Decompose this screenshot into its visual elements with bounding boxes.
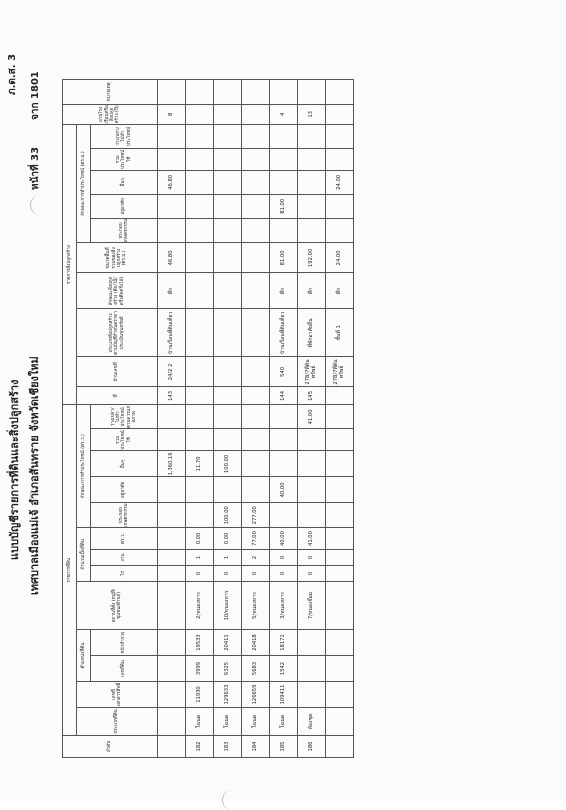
table-row [298,79,326,757]
cell-home: 40.00 [270,477,298,503]
cell-bempty [242,124,270,148]
cell-ngan: 0 [298,550,326,566]
cell-mat [242,273,270,309]
form-subtitle: เทศบาลเมืองแม่เจ้ อำเภอสันทราย จังหวัดเชียงใหม่ [28,356,41,595]
cell-bno: 143 [158,387,186,405]
table-body [158,79,354,757]
col-bld-empty: ว่างเปล่า/ไม่ทำประโยชน์ [91,124,158,148]
cell-bno [242,387,270,405]
cell-doc: 129633 [214,682,242,708]
cell-bno [186,387,214,405]
cell-parcel: 1542 [270,656,298,682]
cell-mat: ตึก [298,273,326,309]
cell-barea: 81.00 [270,243,298,273]
cell-btype: ชั้นที่ 1 [326,309,354,357]
cell-type [158,708,186,736]
table-row [186,79,214,757]
cell-house [186,357,214,387]
cell-farm [158,503,186,528]
form-code: ภ.ด.ส. 3 [7,53,18,95]
cell-other [270,451,298,477]
col-doc-no: เลขที่เอกสารสิทธิ์ [77,682,158,708]
cell-type [326,708,354,736]
cell-type: โฉนด [214,708,242,736]
cell-loc: 5/หนองหาร [242,582,270,630]
col-home: อยู่อาศัย [91,477,158,503]
cell-loc: 7/หนองจ๊อม [298,582,326,630]
cell-ngan [158,550,186,566]
cell-farm [186,503,214,528]
cell-barea: 24.00 [326,243,354,273]
cell-survey: 19533 [186,630,214,656]
cell-bhome [214,194,242,218]
cell-farm [270,503,298,528]
col-land-type: ประเภทที่ดิน [77,708,158,736]
cell-bother [242,170,270,194]
col-bld-type: ประเภทสิ่งปลูกสร้างตามบัญชีกำหนดราคาประเมินทุนทรัพย์ [77,309,158,357]
col-house-no: บ้านเลขที่ [77,357,158,387]
cell-wa: 0.00 [186,528,214,550]
cell-ngan: 0 [270,550,298,566]
col-rai: ไร่ [91,566,158,582]
cell-rai: 0 [242,566,270,582]
cell-farm: 277.00 [242,503,270,528]
col-wa: ตร.ว. [91,528,158,550]
cell-bfarm [158,218,186,243]
cell-other: 11.70 [186,451,214,477]
col-parcel: เลขที่ดิน [91,656,158,682]
table-row [158,79,186,757]
cell-bother [214,170,242,194]
cell-other: 100.00 [214,451,242,477]
cell-mat: ตึก [158,273,186,309]
cell-rai: 0 [298,566,326,582]
cell-mixed [270,429,298,451]
table-row [326,79,354,757]
cell-barea: 46.80 [158,243,186,273]
cell-wa: 77.00 [242,528,270,550]
col-other: อื่นๆ [91,451,158,477]
cell-house: 540 [270,357,298,387]
cell-barea: 192.00 [298,243,326,273]
cell-no: 184 [242,736,270,758]
cell-bfarm [298,218,326,243]
cell-mat [186,273,214,309]
cell-note [270,79,298,104]
cell-rai: 0 [270,566,298,582]
cell-empty [214,405,242,429]
cell-house: 278/7ที่ดินทรัพย์ [326,357,354,387]
cell-home [186,477,214,503]
cell-age: 8 [158,104,186,124]
cell-age: 4 [270,104,298,124]
cell-barea [186,243,214,273]
cell-empty [242,405,270,429]
cell-empty [158,405,186,429]
cell-no: 186 [298,736,326,758]
col-bld-home: อยู่อาศัย [91,194,158,218]
cell-type: โฉนด [186,708,214,736]
cell-bempty [214,124,242,148]
col-bld-area: ขนาดพื้นที่รวมของสิ่งปลูกสร้าง (ตร.ม.) [77,243,158,273]
cell-btype: บ้านเรือนที่ดินเดี่ยว [158,309,186,357]
cell-house: 278/7ที่ดินทรัพย์ [298,357,326,387]
cell-no: 182 [186,736,214,758]
cell-btype [214,309,242,357]
col-empty: ว่างเปล่า/ไม่ทำประโยชน์ตามควรแก่สภาพ [91,405,158,429]
cell-type: ห้องชุด [298,708,326,736]
cell-no [158,736,186,758]
cell-house [214,357,242,387]
cell-home [298,477,326,503]
cell-rai: 0 [214,566,242,582]
cell-doc [326,682,354,708]
cell-mixed [158,429,186,451]
cell-parcel: 5683 [242,656,270,682]
cell-no [326,736,354,758]
cell-mat: ตึก [326,273,354,309]
cell-mixed [186,429,214,451]
cell-bempty [298,124,326,148]
cell-rai [158,566,186,582]
cell-other [298,451,326,477]
total-pages: 1801 [30,71,41,99]
cell-bno [214,387,242,405]
cell-other: 1,360.16 [158,451,186,477]
cell-mat [214,273,242,309]
col-age: อายุโรงเรือนหรือสิ่งปลูกสร้าง (ปี) [63,104,158,124]
cell-type: โฉนด [242,708,270,736]
of-label: จาก [30,102,41,120]
cell-bmixed [214,148,242,170]
cell-survey: 18171 [270,630,298,656]
cell-farm: 100.00 [214,503,242,528]
cell-wa: 40.00 [270,528,298,550]
cell-other [326,451,354,477]
cell-loc: 3/หนองหาร [270,582,298,630]
cell-parcel [298,656,326,682]
cell-loc [326,582,354,630]
cell-bno: 145 [298,387,326,405]
cell-bhome: 81.00 [270,194,298,218]
col-farm: ประกอบเกษตรกรรม [91,503,158,528]
col-bld-farm: ประกอบเกษตรกรรม [91,218,158,243]
cell-parcel: 3999 [186,656,214,682]
cell-bmixed [270,148,298,170]
cell-bother [298,170,326,194]
cell-btype [186,309,214,357]
cell-doc: 109411 [270,682,298,708]
col-land-location: สถานที่ตั้ง (หมู่ที่/ชุมชน/ตำบล) [77,582,158,630]
cell-bother [270,170,298,194]
cell-bempty [158,124,186,148]
cell-mat: ตึก [270,273,298,309]
cell-btype [242,309,270,357]
cell-note [186,79,214,104]
cell-mixed [242,429,270,451]
cell-no: 183 [214,736,242,758]
cell-bno [326,387,354,405]
cell-age [214,104,242,124]
cell-ngan [326,550,354,566]
cell-survey: 20418 [242,630,270,656]
cell-parcel: 6325 [214,656,242,682]
cell-mixed [326,429,354,451]
cell-bempty [326,124,354,148]
cell-age [326,104,354,124]
cell-bhome [186,194,214,218]
cell-bno: 144 [270,387,298,405]
cell-mixed [298,429,326,451]
cell-loc: 2/หนองหาร [186,582,214,630]
cell-bfarm [186,218,214,243]
group-location: ตำแหน่งที่ดิน [77,630,91,682]
cell-bfarm [242,218,270,243]
cell-bmixed [298,148,326,170]
group-area: จำนวนเนื้อที่ดิน [77,528,91,582]
table-row [214,79,242,757]
cell-ngan: 1 [214,550,242,566]
cell-loc [158,582,186,630]
cell-note [158,79,186,104]
cell-bother [186,170,214,194]
cell-empty [270,405,298,429]
group-land: รายการที่ดิน [63,405,77,736]
cell-bfarm [214,218,242,243]
cell-rai [326,566,354,582]
cell-home [326,477,354,503]
cell-home [158,477,186,503]
cell-empty [186,405,214,429]
cell-no: 185 [270,736,298,758]
col-mixed: รวมประโยชน์ใช้ [91,429,158,451]
cell-mixed [214,429,242,451]
cell-bmixed [242,148,270,170]
group-use-bld: ลักษณะการทำประโยชน์ (ตร.ม.) [77,124,91,243]
col-bld-other: อื่นๆ [91,170,158,194]
cell-bfarm [270,218,298,243]
cell-bempty [270,124,298,148]
cell-barea [214,243,242,273]
col-note: หมายเหตุ [63,79,158,104]
cell-survey [158,630,186,656]
cell-doc [298,682,326,708]
col-survey: หน้าสำรวจ [91,630,158,656]
cell-note [242,79,270,104]
cell-house: 24/2 2 [158,357,186,387]
col-material: ลักษณะสิ่งปลูกสร้าง (ตึก/ไม้/ครึ่งตึกครึ่งไม้) [77,273,158,309]
form-title: แบบบัญชีรายการที่ดินและสิ่งปลูกสร้าง [8,379,21,560]
cell-wa: 41.00 [298,528,326,550]
cell-ngan: 2 [242,550,270,566]
cell-note [326,79,354,104]
table-row [270,79,298,757]
cell-bmixed [186,148,214,170]
cell-wa [326,528,354,550]
cell-bfarm [326,218,354,243]
cell-bhome [298,194,326,218]
cell-age [186,104,214,124]
cell-doc [158,682,186,708]
cell-bhome [158,194,186,218]
cell-type: โฉนด [270,708,298,736]
cell-loc: 10/หนองหาร [214,582,242,630]
cell-survey: 20411 [214,630,242,656]
group-use-land: ลักษณะการทำประโยชน์ (ตร.ว.) [77,405,91,528]
cell-farm [298,503,326,528]
cell-bmixed [326,148,354,170]
col-bld-mixed: รวมประโยชน์ใช้ [91,148,158,170]
cell-age: 13 [298,104,326,124]
cell-wa [158,528,186,550]
cell-parcel [158,656,186,682]
cell-other [242,451,270,477]
cell-barea [242,243,270,273]
group-building: รายการสิ่งปลูกสร้าง [63,124,77,405]
cell-house [242,357,270,387]
cell-note [214,79,242,104]
cell-survey [326,630,354,656]
cell-bhome [326,194,354,218]
col-bld-no: ที่ [77,387,158,405]
cell-bmixed [158,148,186,170]
col-no: ลำดับ [63,736,158,758]
cell-btype: บ้านเรือนที่ดินเดี่ยว [270,309,298,357]
cell-parcel [326,656,354,682]
page-label: หน้าที่ [30,164,41,190]
land-building-table [62,79,354,758]
cell-empty: 41.00 [298,405,326,429]
cell-btype: ที่พักอาศัยอื่น [298,309,326,357]
cell-home [214,477,242,503]
cell-survey [298,630,326,656]
page-number: 33 [30,146,41,161]
cell-note [298,79,326,104]
cell-home [242,477,270,503]
cell-bempty [186,124,214,148]
col-ngan: งาน [91,550,158,566]
cell-wa: 0.00 [214,528,242,550]
cell-farm [326,503,354,528]
cell-doc: 126659 [242,682,270,708]
page-indicator [28,71,43,190]
cell-bother: 46.80 [158,170,186,194]
cell-empty [326,405,354,429]
cell-bother: 24.00 [326,170,354,194]
table-row [242,79,270,757]
cell-rai: 0 [186,566,214,582]
cell-age [242,104,270,124]
cell-bhome [242,194,270,218]
cell-doc: 11930 [186,682,214,708]
cell-ngan: 1 [186,550,214,566]
